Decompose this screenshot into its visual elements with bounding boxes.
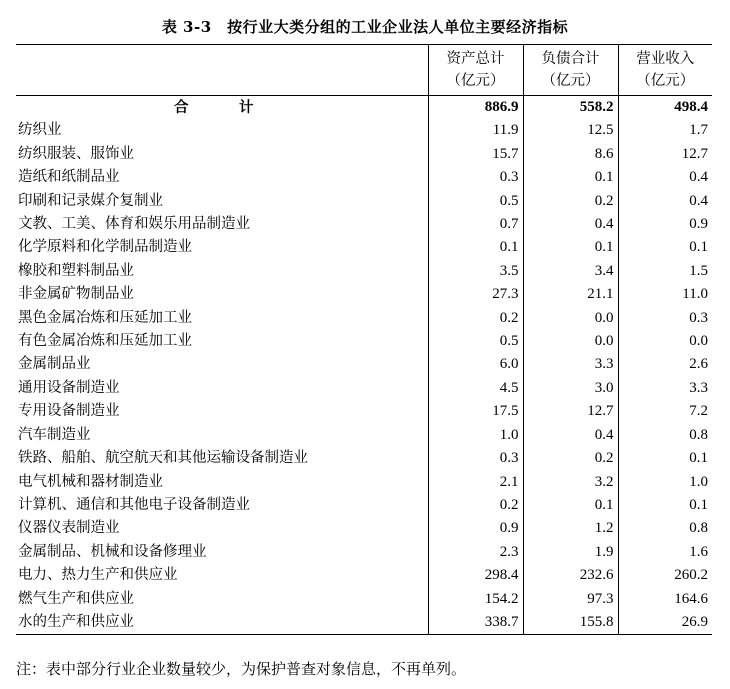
revenue-value: 12.7 <box>618 143 712 166</box>
revenue-value: 3.3 <box>618 377 712 400</box>
assets-value: 0.7 <box>428 213 523 236</box>
assets-value: 0.2 <box>428 494 523 517</box>
revenue-value: 0.9 <box>618 213 712 236</box>
table-row <box>16 330 712 353</box>
table-row <box>16 564 712 587</box>
industry-name: 文教、工美、体育和娱乐用品制造业 <box>18 216 250 233</box>
liabilities-value: 0.0 <box>523 307 618 330</box>
assets-value: 6.0 <box>428 353 523 376</box>
industry-name: 纺织服装、服饰业 <box>18 145 134 162</box>
header-assets-label: 资产总计 <box>446 51 505 67</box>
table-row <box>16 377 712 400</box>
industry-name: 黑色金属冶炼和压延加工业 <box>18 309 192 326</box>
industry-name: 金属制品业 <box>18 356 91 373</box>
header-revenue-unit: （亿元） <box>636 73 695 89</box>
table-row <box>16 353 712 376</box>
revenue-value: 0.4 <box>618 190 712 213</box>
revenue-value: 260.2 <box>618 564 712 587</box>
header-revenue <box>618 45 712 96</box>
assets-value: 4.5 <box>428 377 523 400</box>
industry-name: 电力、热力生产和供应业 <box>18 567 178 584</box>
revenue-value: 0.1 <box>618 447 712 470</box>
assets-value: 2.3 <box>428 541 523 564</box>
header-assets <box>428 45 523 96</box>
revenue-value: 2.6 <box>618 353 712 376</box>
table-row <box>16 119 712 142</box>
industry-name: 电气机械和器材制造业 <box>18 473 163 490</box>
industry-name: 汽车制造业 <box>18 426 91 443</box>
total-row <box>16 96 712 120</box>
table-row <box>16 447 712 470</box>
table-row <box>16 260 712 283</box>
table-row <box>16 424 712 447</box>
liabilities-value: 97.3 <box>523 588 618 611</box>
table-row <box>16 611 712 635</box>
industry-name: 专用设备制造业 <box>18 403 120 420</box>
assets-value: 15.7 <box>428 143 523 166</box>
revenue-value: 1.7 <box>618 119 712 142</box>
industry-name: 造纸和纸制品业 <box>18 169 120 186</box>
liabilities-value: 12.5 <box>523 119 618 142</box>
liabilities-value: 0.2 <box>523 190 618 213</box>
assets-value: 0.2 <box>428 307 523 330</box>
table-row <box>16 400 712 423</box>
table-row <box>16 190 712 213</box>
revenue-value: 0.3 <box>618 307 712 330</box>
industry-name: 水的生产和供应业 <box>16 611 428 635</box>
liabilities-value: 21.1 <box>523 283 618 306</box>
table-row <box>16 494 712 517</box>
revenue-value: 0.8 <box>618 517 712 540</box>
table-row <box>16 307 712 330</box>
industry-name: 计算机、通信和其他电子设备制造业 <box>18 496 250 513</box>
table-row <box>16 517 712 540</box>
revenue-value: 0.0 <box>618 330 712 353</box>
liabilities-value: 0.4 <box>523 213 618 236</box>
industry-name: 化学原料和化学制品制造业 <box>18 239 192 256</box>
liabilities-value: 0.1 <box>523 236 618 259</box>
assets-value: 154.2 <box>428 588 523 611</box>
industry-name: 仪器仪表制造业 <box>18 520 120 537</box>
industry-name: 非金属矿物制品业 <box>18 286 134 303</box>
table-header-row <box>16 45 712 96</box>
revenue-value: 7.2 <box>618 400 712 423</box>
table-title: 表 3-3 按行业大类分组的工业企业法人单位主要经济指标 <box>161 18 569 36</box>
industry-name: 金属制品、机械和设备修理业 <box>18 543 207 560</box>
total-revenue: 498.4 <box>618 96 712 120</box>
table-row <box>16 143 712 166</box>
table-row <box>16 541 712 564</box>
revenue-value: 1.6 <box>618 541 712 564</box>
industry-name: 有色金属冶炼和压延加工业 <box>18 333 192 350</box>
table-row <box>16 588 712 611</box>
assets-value: 17.5 <box>428 400 523 423</box>
industry-name: 纺织业 <box>18 122 62 139</box>
industry-name: 铁路、船舶、航空航天和其他运输设备制造业 <box>18 450 308 467</box>
assets-value: 3.5 <box>428 260 523 283</box>
total-label: 合 计 <box>174 99 272 116</box>
table-row <box>16 166 712 189</box>
liabilities-value: 12.7 <box>523 400 618 423</box>
revenue-value: 26.9 <box>618 611 712 635</box>
liabilities-value: 3.0 <box>523 377 618 400</box>
liabilities-value: 3.2 <box>523 471 618 494</box>
assets-value: 11.9 <box>428 119 523 142</box>
assets-value: 0.3 <box>428 447 523 470</box>
assets-value: 0.5 <box>428 190 523 213</box>
assets-value: 0.1 <box>428 236 523 259</box>
assets-value: 298.4 <box>428 564 523 587</box>
liabilities-value: 0.4 <box>523 424 618 447</box>
liabilities-value: 8.6 <box>523 143 618 166</box>
revenue-value: 1.5 <box>618 260 712 283</box>
assets-value: 0.9 <box>428 517 523 540</box>
liabilities-value: 155.8 <box>523 611 618 635</box>
table-row <box>16 471 712 494</box>
liabilities-value: 0.1 <box>523 166 618 189</box>
liabilities-value: 0.1 <box>523 494 618 517</box>
liabilities-value: 0.2 <box>523 447 618 470</box>
industry-name: 印刷和记录媒介复制业 <box>18 192 163 209</box>
total-liabilities: 558.2 <box>523 96 618 120</box>
liabilities-value: 1.2 <box>523 517 618 540</box>
industry-name: 燃气生产和供应业 <box>18 590 134 607</box>
header-liabilities-label: 负债合计 <box>541 51 600 67</box>
revenue-value: 164.6 <box>618 588 712 611</box>
assets-value: 1.0 <box>428 424 523 447</box>
liabilities-value: 3.3 <box>523 353 618 376</box>
header-industry <box>16 45 428 96</box>
assets-value: 338.7 <box>428 611 523 635</box>
revenue-value: 0.8 <box>618 424 712 447</box>
assets-value: 2.1 <box>428 471 523 494</box>
header-liabilities <box>523 45 618 96</box>
industry-name: 橡胶和塑料制品业 <box>18 262 134 279</box>
liabilities-value: 1.9 <box>523 541 618 564</box>
economic-indicators-table <box>16 44 712 635</box>
liabilities-value: 3.4 <box>523 260 618 283</box>
table-row <box>16 283 712 306</box>
total-assets: 886.9 <box>428 96 523 120</box>
liabilities-value: 232.6 <box>523 564 618 587</box>
footnote: 注：表中部分行业企业数量较少，为保护普查对象信息，不再单列。 <box>16 660 467 678</box>
revenue-value: 0.1 <box>618 236 712 259</box>
table-row <box>16 236 712 259</box>
assets-value: 27.3 <box>428 283 523 306</box>
revenue-value: 0.1 <box>618 494 712 517</box>
table-row <box>16 213 712 236</box>
header-revenue-label: 营业收入 <box>636 51 695 67</box>
revenue-value: 1.0 <box>618 471 712 494</box>
header-liabilities-unit: （亿元） <box>541 73 600 89</box>
revenue-value: 11.0 <box>618 283 712 306</box>
assets-value: 0.5 <box>428 330 523 353</box>
liabilities-value: 0.0 <box>523 330 618 353</box>
header-assets-unit: （亿元） <box>446 73 505 89</box>
revenue-value: 0.4 <box>618 166 712 189</box>
assets-value: 0.3 <box>428 166 523 189</box>
industry-name: 通用设备制造业 <box>18 379 120 396</box>
